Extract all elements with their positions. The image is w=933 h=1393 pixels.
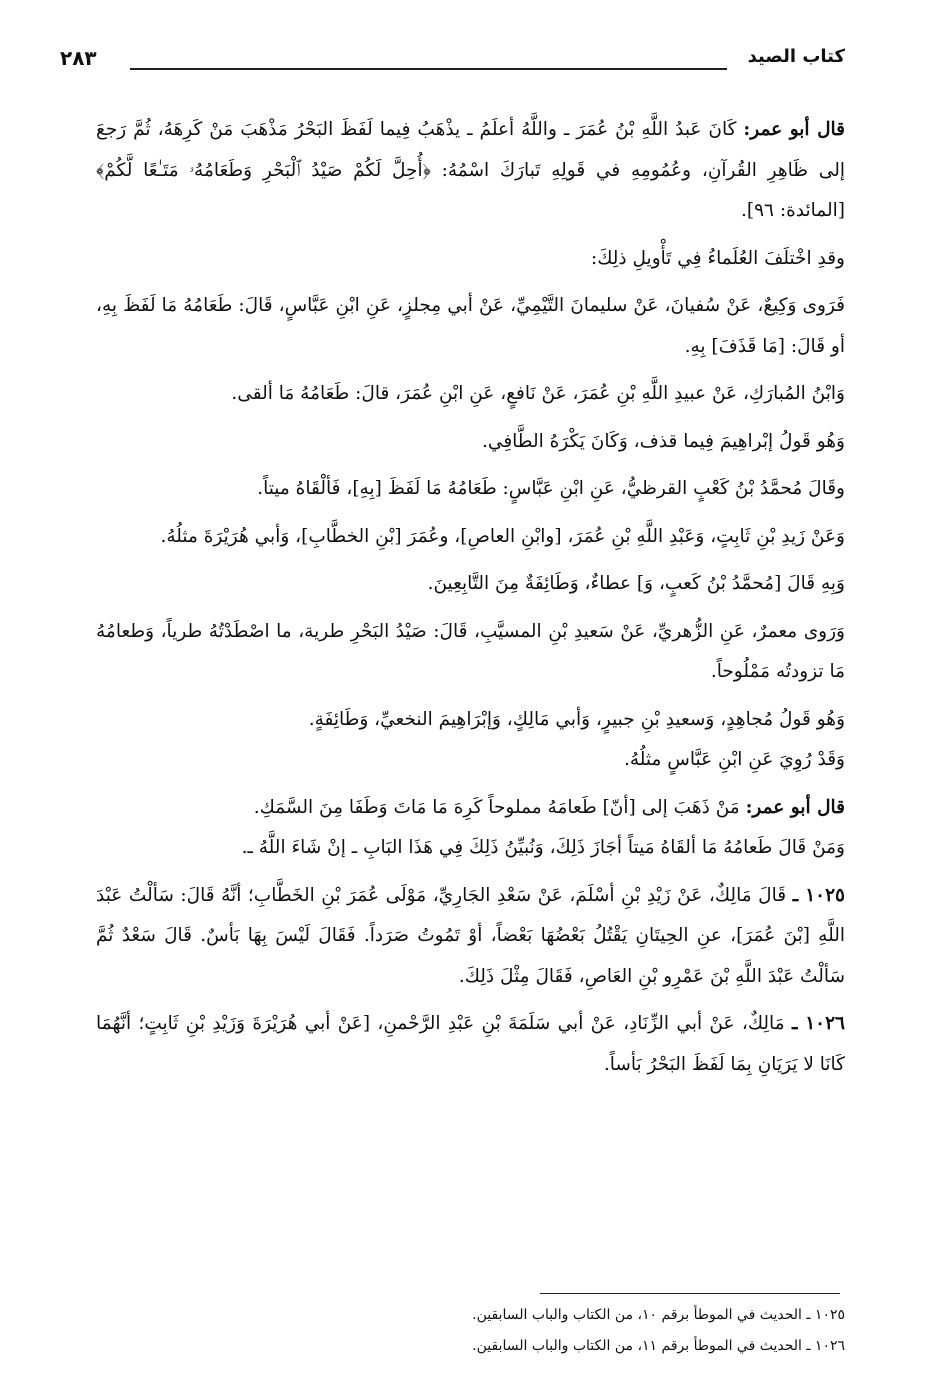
running-title: كتاب الصيد — [747, 46, 845, 67]
paragraph — [96, 564, 845, 605]
paragraph — [96, 740, 845, 781]
hadith-number: ١٠٢٦ ـ — [791, 1013, 845, 1034]
footnote-rule — [540, 1293, 840, 1294]
paragraph — [96, 788, 845, 829]
paragraph-text: وَعَنْ زَيدِ بْنِ ثَابِتٍ، وَعَبْدِ اللَّهِ بْنِ عُمَرَ، [وابْنِ العاصِ]، وعُمَرَ [بْنِ الخطَّابِ]، وَأبي هُرَيْرَةَ مثلُهُ. — [160, 525, 845, 547]
paragraph — [96, 110, 845, 232]
paragraph — [96, 828, 845, 869]
header-rule — [130, 68, 727, 70]
footnotes — [96, 1300, 845, 1362]
paragraph — [96, 517, 845, 558]
paragraph-text: وَمَنْ قَالَ طَعامُهُ مَا ألقَاهُ مَيتاً أجَازَ ذَلِكَ، وَنُبيِّنُ ذَلِكَ فِي هَذَا البَابِ ـ إنْ شَاءَ اللَّهُ ـ. — [241, 837, 845, 858]
paragraph-text: وَرَوى معمرٌ، عَنِ الزُّهريِّ، عَنْ سَعيدِ بْنِ المسيَّبِ، قَالَ: صَيْدُ البَحْرِ طرية، ما اصْطَدْتُهُ طرياً، وَطعامُهُ مَا تزودتُه مَمْلُوحاً. — [96, 620, 845, 682]
paragraph-lead: قال أبو عمر: — [743, 119, 846, 140]
hadith-number: ١٠٢٥ ـ — [792, 884, 845, 906]
page-number: ٢٨٣ — [60, 46, 97, 70]
paragraph — [96, 469, 845, 510]
paragraph-text: فَرَوى وَكِيعٌ، عَنْ سُفيانَ، عَنْ سليمانَ التَّيْمِيِّ، عَنْ أبي مِجلزٍ، عَنِ ابْنِ عَبَّاسٍ، قَالَ: طَعَامُهُ مَا لَفَظَ بِهِ، أو قَالَ: [مَا قَذَفَ] بِهِ. — [96, 295, 845, 357]
hadith-1025 — [96, 876, 845, 998]
paragraph-text: كَانَ عَبدُ اللَّهِ بْنُ عُمَرَ ـ واللَّهُ أعلَمُ ـ يذْهَبُ فِيما لَفَظَ البَحْرُ مَذْهَبَ مَنْ كَرِهَهُ، ثُمَّ رَجعَ إلى ظَاهِرِ القُرآنِ، وعُمُومِهِ في قَولِهِ تَبارَكَ اسْمُهُ: ﴿أُحِلَّ لَكُمْ صَيْدُ ٱلْبَحْرِ وَطَعَامُهُۥ مَتَـٰعًا لَّكُمْ﴾ [المائدة: ٩٦]. — [96, 119, 845, 221]
paragraph-text: وَابْنُ المُبارَكِ، عَنْ عبيدِ اللَّهِ بْنِ عُمَرَ، عَنْ نَافعٍ، عَنِ ابْنِ عُمَرَ، قالَ: طَعَامُهُ مَا ألقى. — [231, 383, 845, 404]
hadith-1026 — [96, 1004, 845, 1085]
paragraph-text: مَالِكٌ، عَنْ أبي الزِّنَادِ، عَنْ أبي سَلَمَةَ بْنِ عَبْدِ الرَّحْمنِ، [عَنْ أبي هُرَيْرَةَ وَزَيْدِ بْنِ ثَابِتٍ؛ أنَّهُمَا كَانَا لا يَرَيَانِ بِمَا لَفَظَ البَحْرُ بَأساً. — [96, 1013, 845, 1075]
paragraph-lead: قال أبو عمر: — [745, 796, 845, 818]
footnote: ١٠٢٦ ـ الحديث في الموطأ برقم ١١، من الكتاب والباب السابقين. — [472, 1338, 845, 1354]
paragraph — [96, 700, 845, 741]
paragraph-text: وَبِهِ قَالَ [مُحمَّدُ بْنُ كَعبٍ، وَ] عطاءٌ، وَطَائِفَةٌ مِنَ التَّابِعِينَ. — [427, 573, 845, 594]
paragraph — [96, 239, 845, 280]
paragraph — [96, 374, 845, 415]
paragraph-text: وَقَدْ رُوِيَ عَنِ ابْنِ عَبَّاسٍ مثلُهُ. — [624, 749, 845, 770]
page-header — [60, 46, 845, 80]
paragraph-text: وَهُو قَولُ مُجاهِدٍ، وَسعيدِ بْنِ جبيرٍ، وَأبي مَالِكٍ، وَإبْرَاهِيمَ النخعيِّ، وَطَائِفَةٍ. — [308, 708, 845, 730]
paragraph-text: وقدِ اخْتلَفَ العُلَماءُ فِي تَأْويلِ ذلِكَ: — [590, 247, 845, 269]
footnote: ١٠٢٥ ـ الحديث في الموطأ برقم ١٠، من الكتاب والباب السابقين. — [472, 1307, 845, 1323]
paragraph-text: وقَالَ مُحمَّدُ بْنُ كَعْبٍ القرظيُّ، عَنِ ابْنِ عَبَّاسٍ: طَعَامُهُ مَا لَفَظَ [بِهِ]، فَألْقَاهُ ميتاً. — [257, 478, 845, 499]
paragraph-text: مَنْ ذَهَبَ إلى [أنّ] طَعامَهُ مملوحاً كَرِهَ مَا مَاتَ وَطَفَا مِنَ السَّمَكِ. — [253, 796, 746, 818]
paragraph — [96, 612, 845, 693]
paragraph-text: وَهُو قَولُ إبْراهِيمَ فِيما قذف، وَكَانَ يَكْرَهُ الطَّافِي. — [482, 430, 845, 452]
paragraph — [96, 422, 845, 463]
main-text — [96, 110, 845, 1092]
paragraph-text: قَالَ مَالِكٌ، عَنْ زَيْدِ بْنِ أسْلَمَ، عَنْ سَعْدِ الجَارِيِّ، مَوْلَى عُمَرَ بْنِ الخَطَّابِ؛ أنَّهُ قَالَ: سَألْتُ عَبْدَ اللَّهِ [بْنَ عُمَرَ]، عنِ الحِيتَانِ يَقْتُلُ بَعْضُهَا بَعْضاً، أوْ تَمُوتُ صَرَداً. فَقَالَ لَيْسَ بِهَا بَأسٌ. قَالَ سَعْدٌ ثُمَّ سَألْتُ عَبْدَ اللَّهِ بْنَ عَمْرِو بْنِ العَاصِ، فَقَالَ مِثْلَ ذَلِكَ. — [96, 884, 845, 987]
paragraph — [96, 286, 845, 367]
